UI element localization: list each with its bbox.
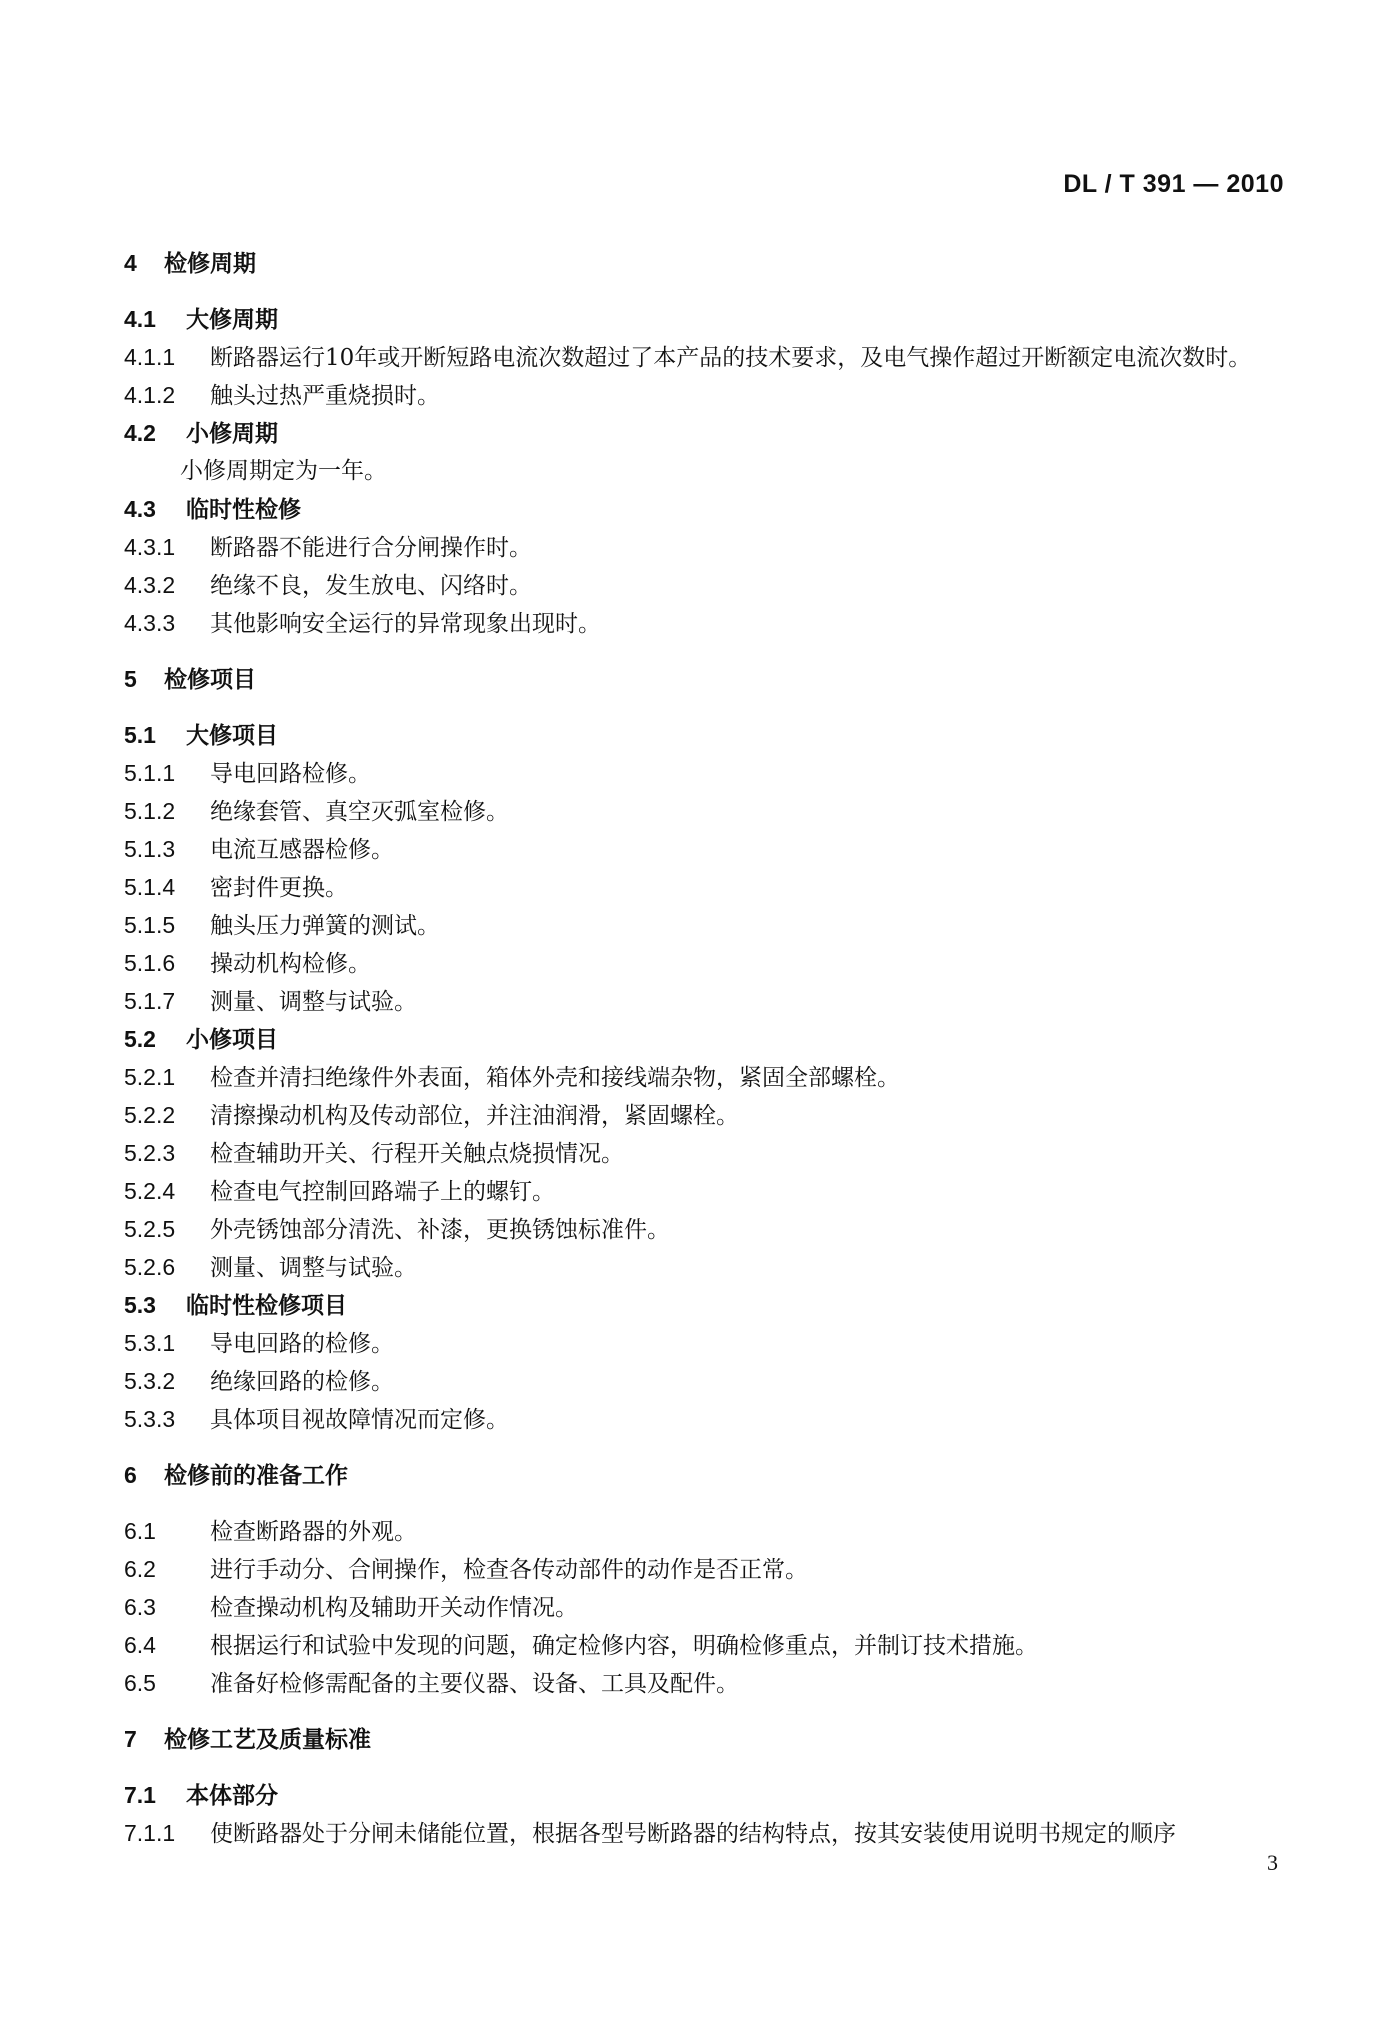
clause-text: 测量、调整与试验。	[210, 989, 417, 1015]
clause-item	[124, 982, 1294, 1020]
clause-text: 绝缘回路的检修。	[210, 1369, 394, 1395]
clause-text: 检查操动机构及辅助开关动作情况。	[210, 1595, 578, 1621]
clause-number: 7.1.1	[124, 1820, 176, 1846]
clause-number: 5.2.3	[124, 1140, 176, 1166]
subsection-heading	[124, 490, 1294, 528]
clause-item	[124, 1134, 1294, 1172]
clause-text: 检查辅助开关、行程开关触点烧损情况。	[210, 1141, 624, 1167]
clause-item	[124, 754, 1294, 792]
clause-text: 大修周期	[186, 307, 278, 333]
clause-text: 检修项目	[164, 667, 256, 693]
clause-item	[124, 906, 1294, 944]
clause-text: 导电回路检修。	[210, 761, 371, 787]
clause-item	[124, 944, 1294, 982]
clause-number: 6.4	[124, 1632, 156, 1658]
clause-item	[124, 830, 1294, 868]
clause-number: 6.1	[124, 1518, 156, 1544]
clause-number: 6	[124, 1462, 137, 1488]
clause-number: 5.2.5	[124, 1216, 176, 1242]
clause-text: 检查并清扫绝缘件外表面，箱体外壳和接线端杂物，紧固全部螺栓。	[210, 1065, 900, 1091]
clause-number: 5.2.1	[124, 1064, 176, 1090]
clause-item	[124, 1550, 1294, 1588]
clause-text: 清擦操动机构及传动部位，并注油润滑，紧固螺栓。	[210, 1103, 739, 1129]
clause-item	[124, 1058, 1294, 1096]
clause-number: 5.3.2	[124, 1368, 176, 1394]
clause-text: 小修周期	[186, 421, 278, 447]
clause-number: 4.3.2	[124, 572, 176, 598]
clause-number: 5.2.4	[124, 1178, 176, 1204]
clause-text: 检查断路器的外观。	[210, 1519, 417, 1545]
section-heading	[124, 244, 1294, 282]
clause-text: 检修前的准备工作	[164, 1463, 348, 1489]
clause-text: 断路器不能进行合分闸操作时。	[210, 535, 532, 561]
clause-item	[124, 868, 1294, 906]
clause-number: 4.1.2	[124, 382, 176, 408]
clause-item	[124, 1248, 1294, 1286]
clause-item	[124, 1588, 1294, 1626]
clause-number: 5.1.2	[124, 798, 176, 824]
clause-number: 5.1.5	[124, 912, 176, 938]
section-heading	[124, 660, 1294, 698]
subsection-heading	[124, 300, 1294, 338]
subsection-heading	[124, 716, 1294, 754]
clause-text: 绝缘不良，发生放电、闪络时。	[210, 573, 532, 599]
clause-text: 绝缘套管、真空灭弧室检修。	[210, 799, 509, 825]
clause-text: 检查电气控制回路端子上的螺钉。	[210, 1179, 555, 1205]
clause-text: 使断路器处于分闸未储能位置，根据各型号断路器的结构特点，按其安装使用说明书规定的顺序	[210, 1821, 1176, 1847]
section-heading	[124, 1456, 1294, 1494]
clause-text: 触头压力弹簧的测试。	[210, 913, 440, 939]
subsection-heading	[124, 414, 1294, 452]
clause-text: 大修项目	[186, 723, 278, 749]
clause-text: 小修周期定为一年。	[180, 458, 387, 484]
clause-number: 5.1.1	[124, 760, 176, 786]
clause-text: 临时性检修	[186, 497, 301, 523]
clause-text: 临时性检修项目	[186, 1293, 347, 1319]
clause-text: 本体部分	[186, 1783, 278, 1809]
clause-text: 检修周期	[164, 251, 256, 277]
document-body	[124, 244, 1294, 1852]
section-heading	[124, 1720, 1294, 1758]
clause-item	[124, 604, 1294, 642]
clause-item	[124, 792, 1294, 830]
clause-item	[124, 1626, 1294, 1664]
clause-item	[124, 1210, 1294, 1248]
clause-number: 5.3.1	[124, 1330, 176, 1356]
clause-item	[124, 1512, 1294, 1550]
clause-text: 测量、调整与试验。	[210, 1255, 417, 1281]
page-number: 3	[1267, 1850, 1278, 1875]
clause-text: 导电回路的检修。	[210, 1331, 394, 1357]
clause-text: 其他影响安全运行的异常现象出现时。	[210, 611, 601, 637]
clause-number: 4.1	[124, 306, 156, 332]
clause-number: 6.2	[124, 1556, 156, 1582]
clause-number: 4.3	[124, 496, 156, 522]
clause-number: 5.1	[124, 722, 156, 748]
clause-text: 进行手动分、合闸操作，检查各传动部件的动作是否正常。	[210, 1557, 808, 1583]
document-code: DL / T 391 — 2010	[1063, 170, 1284, 198]
clause-number: 7.1	[124, 1782, 156, 1808]
clause-text: 检修工艺及质量标准	[164, 1727, 371, 1753]
clause-number: 5.1.7	[124, 988, 176, 1014]
subsection-heading	[124, 1286, 1294, 1324]
paragraph	[124, 452, 1294, 490]
clause-number: 5.3.3	[124, 1406, 176, 1432]
clause-number: 5.2.6	[124, 1254, 176, 1280]
clause-number: 5.1.3	[124, 836, 176, 862]
clause-text: 密封件更换。	[210, 875, 348, 901]
clause-item	[124, 566, 1294, 604]
clause-item	[124, 528, 1294, 566]
clause-text: 根据运行和试验中发现的问题，确定检修内容，明确检修重点，并制订技术措施。	[210, 1633, 1038, 1659]
clause-number: 4.1.1	[124, 344, 176, 370]
clause-number: 5	[124, 666, 137, 692]
clause-number: 6.3	[124, 1594, 156, 1620]
clause-text: 外壳锈蚀部分清洗、补漆，更换锈蚀标准件。	[210, 1217, 670, 1243]
clause-text: 电流互感器检修。	[210, 837, 394, 863]
clause-number: 5.3	[124, 1292, 156, 1318]
clause-text: 断路器运行10年或开断短路电流次数超过了本产品的技术要求，及电气操作超过开断额定电流次数时。	[210, 345, 1252, 371]
clause-text: 具体项目视故障情况而定修。	[210, 1407, 509, 1433]
clause-item	[124, 338, 1294, 376]
clause-text: 操动机构检修。	[210, 951, 371, 977]
clause-number: 5.1.6	[124, 950, 176, 976]
clause-number: 5.2.2	[124, 1102, 176, 1128]
clause-item	[124, 376, 1294, 414]
clause-item	[124, 1362, 1294, 1400]
clause-item	[124, 1664, 1294, 1702]
clause-number: 4.3.1	[124, 534, 176, 560]
clause-number: 5.1.4	[124, 874, 176, 900]
clause-text: 小修项目	[186, 1027, 278, 1053]
clause-item	[124, 1814, 1294, 1852]
clause-item	[124, 1324, 1294, 1362]
clause-number: 4.2	[124, 420, 156, 446]
clause-number: 5.2	[124, 1026, 156, 1052]
subsection-heading	[124, 1776, 1294, 1814]
subsection-heading	[124, 1020, 1294, 1058]
clause-number: 4.3.3	[124, 610, 176, 636]
clause-text: 触头过热严重烧损时。	[210, 383, 440, 409]
clause-number: 4	[124, 250, 137, 276]
clause-item	[124, 1096, 1294, 1134]
clause-item	[124, 1172, 1294, 1210]
clause-number: 6.5	[124, 1670, 156, 1696]
clause-item	[124, 1400, 1294, 1438]
clause-text: 准备好检修需配备的主要仪器、设备、工具及配件。	[210, 1671, 739, 1697]
clause-number: 7	[124, 1726, 137, 1752]
